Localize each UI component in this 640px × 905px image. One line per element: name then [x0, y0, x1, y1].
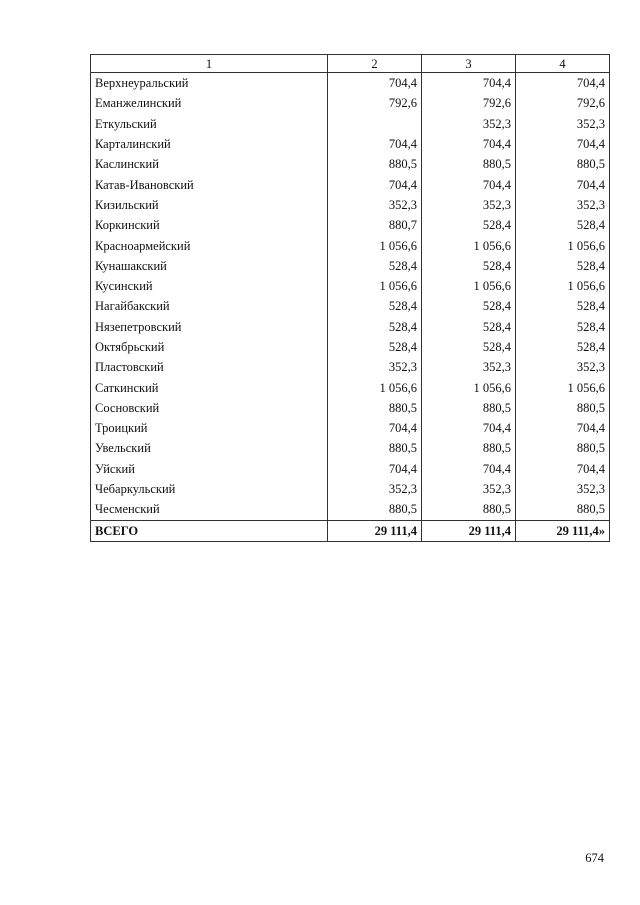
value-cell: 704,4: [516, 459, 610, 479]
value-cell: 352,3: [328, 195, 422, 215]
value-cell: 704,4: [516, 73, 610, 94]
district-name-cell: Карталинский: [91, 134, 328, 154]
district-name-cell: Каслинский: [91, 154, 328, 174]
value-cell: 880,5: [516, 154, 610, 174]
table-row: [91, 317, 610, 337]
table-row: [91, 459, 610, 479]
value-cell: 352,3: [516, 357, 610, 377]
value-cell: 528,4: [328, 296, 422, 316]
table-row: [91, 235, 610, 255]
value-cell: 528,4: [422, 337, 516, 357]
district-name-cell: Чесменский: [91, 499, 328, 520]
value-cell: 792,6: [516, 93, 610, 113]
district-name-cell: Еманжелинский: [91, 93, 328, 113]
table-row: [91, 418, 610, 438]
value-cell: 792,6: [328, 93, 422, 113]
district-name-cell: Увельский: [91, 438, 328, 458]
value-cell: 528,4: [516, 256, 610, 276]
value-cell: 1 056,6: [516, 377, 610, 397]
value-cell: 704,4: [422, 418, 516, 438]
value-cell: 704,4: [516, 174, 610, 194]
value-cell: 880,5: [422, 398, 516, 418]
district-name-cell: Кусинский: [91, 276, 328, 296]
table-row: [91, 398, 610, 418]
value-cell: 352,3: [328, 479, 422, 499]
total-value: 29 111,4»: [516, 520, 610, 541]
district-name-cell: Нязепетровский: [91, 317, 328, 337]
value-cell: 704,4: [328, 459, 422, 479]
total-value: 29 111,4: [328, 520, 422, 541]
value-cell: 880,5: [422, 438, 516, 458]
value-cell: 880,5: [516, 438, 610, 458]
district-name-cell: Нагайбакский: [91, 296, 328, 316]
value-cell: 704,4: [422, 459, 516, 479]
value-cell: 880,5: [328, 499, 422, 520]
table-row: [91, 337, 610, 357]
value-cell: 880,5: [328, 154, 422, 174]
table-row: [91, 93, 610, 113]
value-cell: 1 056,6: [516, 235, 610, 255]
total-label: ВСЕГО: [91, 520, 328, 541]
district-name-cell: Еткульский: [91, 114, 328, 134]
table-row: [91, 114, 610, 134]
value-cell: 528,4: [422, 256, 516, 276]
table-row: [91, 377, 610, 397]
value-cell: 528,4: [516, 317, 610, 337]
value-cell: 1 056,6: [328, 235, 422, 255]
table-row: [91, 134, 610, 154]
value-cell: 352,3: [422, 479, 516, 499]
value-cell: 704,4: [328, 174, 422, 194]
table-row: [91, 73, 610, 94]
value-cell: 704,4: [516, 418, 610, 438]
table-row: [91, 154, 610, 174]
value-cell: 704,4: [422, 134, 516, 154]
value-cell: 1 056,6: [328, 276, 422, 296]
page-number: 674: [585, 851, 604, 865]
value-cell: 704,4: [328, 418, 422, 438]
value-cell: 1 056,6: [328, 377, 422, 397]
value-cell: 352,3: [422, 114, 516, 134]
district-name-cell: Катав-Ивановский: [91, 174, 328, 194]
value-cell: 704,4: [422, 174, 516, 194]
value-cell: 352,3: [516, 195, 610, 215]
district-name-cell: Красноармейский: [91, 235, 328, 255]
column-number-row: [91, 55, 610, 73]
table-row: [91, 174, 610, 194]
district-name-cell: Чебаркульский: [91, 479, 328, 499]
table-row: [91, 276, 610, 296]
value-cell: 528,4: [422, 317, 516, 337]
district-name-cell: Кунашакский: [91, 256, 328, 276]
district-name-cell: Троицкий: [91, 418, 328, 438]
value-cell: 352,3: [422, 357, 516, 377]
value-cell: 880,5: [422, 154, 516, 174]
district-name-cell: Саткинский: [91, 377, 328, 397]
district-name-cell: Октябрьский: [91, 337, 328, 357]
district-name-cell: Верхнеуральский: [91, 73, 328, 94]
table-row: [91, 256, 610, 276]
value-cell: 704,4: [516, 134, 610, 154]
value-cell: 792,6: [422, 93, 516, 113]
district-name-cell: Коркинский: [91, 215, 328, 235]
district-name-cell: Пластовский: [91, 357, 328, 377]
value-cell: 704,4: [422, 73, 516, 94]
table-row: [91, 296, 610, 316]
value-cell: 1 056,6: [422, 235, 516, 255]
total-row: [91, 520, 610, 541]
district-name-cell: Кизильский: [91, 195, 328, 215]
district-name-cell: Уйский: [91, 459, 328, 479]
value-cell: 352,3: [516, 114, 610, 134]
table-row: [91, 479, 610, 499]
value-cell: 528,4: [422, 296, 516, 316]
value-cell: 1 056,6: [516, 276, 610, 296]
column-number-cell: 2: [328, 55, 422, 73]
value-cell: 880,5: [516, 499, 610, 520]
total-value: 29 111,4: [422, 520, 516, 541]
value-cell: 528,4: [422, 215, 516, 235]
table-row: [91, 195, 610, 215]
district-name-cell: Сосновский: [91, 398, 328, 418]
value-cell: 1 056,6: [422, 276, 516, 296]
value-cell: 352,3: [516, 479, 610, 499]
table-row: [91, 438, 610, 458]
value-cell: [328, 114, 422, 134]
value-cell: 528,4: [328, 337, 422, 357]
table-row: [91, 499, 610, 520]
value-cell: 704,4: [328, 134, 422, 154]
column-number-cell: 3: [422, 55, 516, 73]
value-cell: 704,4: [328, 73, 422, 94]
value-cell: 352,3: [422, 195, 516, 215]
value-cell: 528,4: [516, 296, 610, 316]
value-cell: 528,4: [516, 215, 610, 235]
table-row: [91, 215, 610, 235]
value-cell: 352,3: [328, 357, 422, 377]
table-body: [91, 73, 610, 542]
table-row: [91, 357, 610, 377]
value-cell: 880,5: [328, 398, 422, 418]
value-cell: 528,4: [328, 256, 422, 276]
value-cell: 528,4: [516, 337, 610, 357]
value-cell: 880,5: [328, 438, 422, 458]
value-cell: 1 056,6: [422, 377, 516, 397]
value-cell: 880,5: [422, 499, 516, 520]
column-number-cell: 4: [516, 55, 610, 73]
value-cell: 880,5: [516, 398, 610, 418]
column-number-cell: 1: [91, 55, 328, 73]
value-cell: 880,7: [328, 215, 422, 235]
value-cell: 528,4: [328, 317, 422, 337]
allocation-table: [90, 54, 610, 542]
